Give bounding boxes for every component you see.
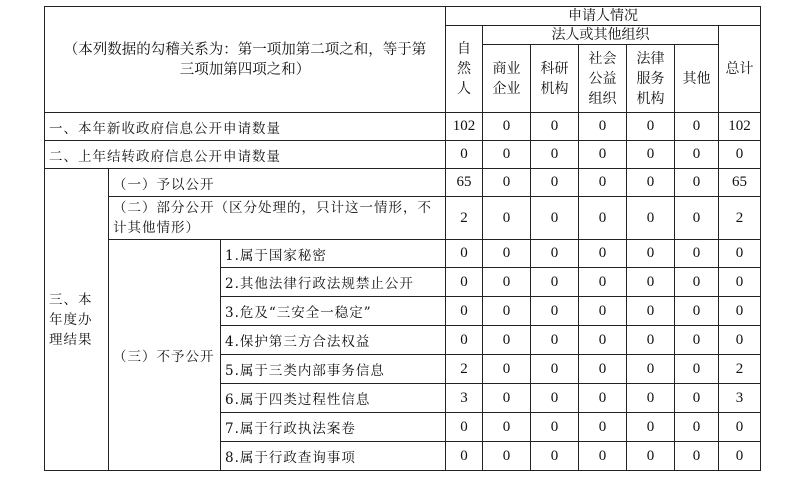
value-cell: 0 bbox=[483, 413, 531, 442]
row-label: 5.属于三类内部事务信息 bbox=[221, 355, 446, 384]
value-cell: 0 bbox=[483, 442, 531, 471]
value-cell: 0 bbox=[446, 240, 483, 268]
value-cell: 0 bbox=[627, 113, 675, 141]
header-note bbox=[45, 7, 446, 113]
value-cell: 0 bbox=[446, 326, 483, 355]
value-cell: 0 bbox=[483, 268, 531, 297]
value-cell: 0 bbox=[719, 297, 761, 326]
value-cell: 65 bbox=[446, 169, 483, 197]
value-cell: 0 bbox=[531, 268, 579, 297]
row-label: （二）部分公开（区分处理的，只计这一情形，不计其他情形） bbox=[109, 197, 446, 240]
value-cell: 0 bbox=[446, 442, 483, 471]
value-cell: 0 bbox=[719, 326, 761, 355]
value-cell: 0 bbox=[446, 141, 483, 169]
value-cell: 0 bbox=[675, 384, 719, 413]
value-cell: 0 bbox=[531, 326, 579, 355]
table-row bbox=[45, 169, 761, 197]
value-cell: 0 bbox=[627, 442, 675, 471]
row-label: 3.危及“三安全一稳定” bbox=[221, 297, 446, 326]
col-commercial-header bbox=[483, 45, 531, 113]
value-cell: 0 bbox=[579, 384, 627, 413]
value-cell: 0 bbox=[483, 141, 531, 169]
section-label bbox=[45, 169, 109, 471]
value-cell: 0 bbox=[579, 240, 627, 268]
subsection-label: （三）不予公开 bbox=[109, 240, 221, 471]
value-cell: 0 bbox=[579, 413, 627, 442]
value-cell: 0 bbox=[446, 268, 483, 297]
value-cell: 0 bbox=[627, 169, 675, 197]
value-cell: 0 bbox=[531, 197, 579, 240]
row-label: （一）予以公开 bbox=[109, 169, 446, 197]
value-cell: 0 bbox=[483, 297, 531, 326]
value-cell: 0 bbox=[579, 197, 627, 240]
value-cell: 0 bbox=[579, 169, 627, 197]
value-cell: 0 bbox=[675, 442, 719, 471]
col-legal-service-header bbox=[627, 45, 675, 113]
value-cell: 0 bbox=[483, 197, 531, 240]
value-cell: 102 bbox=[719, 113, 761, 141]
value-cell: 0 bbox=[579, 355, 627, 384]
table-row bbox=[45, 240, 761, 268]
value-cell: 0 bbox=[719, 240, 761, 268]
row-label: 一、本年新收政府信息公开申请数量 bbox=[45, 113, 446, 141]
value-cell: 0 bbox=[675, 197, 719, 240]
value-cell: 0 bbox=[675, 169, 719, 197]
value-cell: 0 bbox=[627, 326, 675, 355]
col-other-header: 其他 bbox=[675, 45, 719, 113]
value-cell: 0 bbox=[531, 141, 579, 169]
value-cell: 0 bbox=[531, 240, 579, 268]
row-label: 1.属于国家秘密 bbox=[221, 240, 446, 268]
section-label-text: 三、本年度办理结果 bbox=[49, 291, 93, 348]
value-cell: 0 bbox=[627, 240, 675, 268]
value-cell: 0 bbox=[579, 442, 627, 471]
col-public-welfare-label: 社会公益组织 bbox=[588, 50, 617, 107]
value-cell: 0 bbox=[483, 355, 531, 384]
disclosure-statistics-table bbox=[44, 6, 761, 471]
row-label: 7.属于行政执法案卷 bbox=[221, 413, 446, 442]
row-label: 8.属于行政查询事项 bbox=[221, 442, 446, 471]
value-cell: 0 bbox=[531, 355, 579, 384]
value-cell: 0 bbox=[675, 413, 719, 442]
value-cell: 0 bbox=[483, 113, 531, 141]
value-cell: 0 bbox=[531, 413, 579, 442]
col-public-welfare-header bbox=[579, 45, 627, 113]
row-label: 4.保护第三方合法权益 bbox=[221, 326, 446, 355]
value-cell: 2 bbox=[446, 355, 483, 384]
row-label: 二、上年结转政府信息公开申请数量 bbox=[45, 141, 446, 169]
row-label: 2.其他法律行政法规禁止公开 bbox=[221, 268, 446, 297]
value-cell: 0 bbox=[675, 326, 719, 355]
value-cell: 0 bbox=[579, 113, 627, 141]
value-cell: 0 bbox=[627, 384, 675, 413]
row-label: 6.属于四类过程性信息 bbox=[221, 384, 446, 413]
table-row bbox=[45, 197, 761, 240]
value-cell: 0 bbox=[446, 297, 483, 326]
col-research-header bbox=[531, 45, 579, 113]
value-cell: 0 bbox=[531, 297, 579, 326]
value-cell: 0 bbox=[483, 240, 531, 268]
value-cell: 0 bbox=[446, 413, 483, 442]
value-cell: 0 bbox=[483, 384, 531, 413]
value-cell: 0 bbox=[675, 113, 719, 141]
value-cell: 0 bbox=[483, 326, 531, 355]
total-header: 总计 bbox=[719, 26, 761, 113]
col-legal-service-label: 法律服务机构 bbox=[636, 50, 665, 107]
value-cell: 0 bbox=[627, 197, 675, 240]
legal-group-header: 法人或其他组织 bbox=[483, 26, 719, 45]
natural-person-label: 自然人 bbox=[457, 41, 471, 97]
value-cell: 3 bbox=[446, 384, 483, 413]
value-cell: 0 bbox=[675, 240, 719, 268]
value-cell: 0 bbox=[531, 384, 579, 413]
value-cell: 0 bbox=[627, 268, 675, 297]
value-cell: 0 bbox=[579, 297, 627, 326]
value-cell: 0 bbox=[675, 141, 719, 169]
value-cell: 0 bbox=[627, 413, 675, 442]
value-cell: 0 bbox=[719, 413, 761, 442]
value-cell: 3 bbox=[719, 384, 761, 413]
value-cell: 2 bbox=[719, 197, 761, 240]
value-cell: 0 bbox=[719, 442, 761, 471]
value-cell: 0 bbox=[719, 141, 761, 169]
value-cell: 65 bbox=[719, 169, 761, 197]
value-cell: 0 bbox=[579, 268, 627, 297]
value-cell: 2 bbox=[446, 197, 483, 240]
value-cell: 0 bbox=[719, 268, 761, 297]
value-cell: 0 bbox=[483, 169, 531, 197]
value-cell: 0 bbox=[675, 268, 719, 297]
col-research-label: 科研机构 bbox=[540, 60, 569, 97]
header-note-text: （本列数据的勾稽关系为：第一项加第二项之和，等于第三项加第四项之和） bbox=[63, 41, 427, 78]
value-cell: 2 bbox=[719, 355, 761, 384]
value-cell: 0 bbox=[627, 141, 675, 169]
value-cell: 0 bbox=[627, 297, 675, 326]
value-cell: 102 bbox=[446, 113, 483, 141]
value-cell: 0 bbox=[579, 141, 627, 169]
value-cell: 0 bbox=[531, 113, 579, 141]
natural-person-header bbox=[446, 26, 483, 113]
value-cell: 0 bbox=[531, 169, 579, 197]
applicant-group-header: 申请人情况 bbox=[446, 7, 761, 26]
value-cell: 0 bbox=[675, 355, 719, 384]
col-commercial-label: 商业企业 bbox=[492, 60, 521, 97]
table-row bbox=[45, 141, 761, 169]
value-cell: 0 bbox=[627, 355, 675, 384]
value-cell: 0 bbox=[579, 326, 627, 355]
value-cell: 0 bbox=[531, 442, 579, 471]
table-row bbox=[45, 113, 761, 141]
value-cell: 0 bbox=[675, 297, 719, 326]
